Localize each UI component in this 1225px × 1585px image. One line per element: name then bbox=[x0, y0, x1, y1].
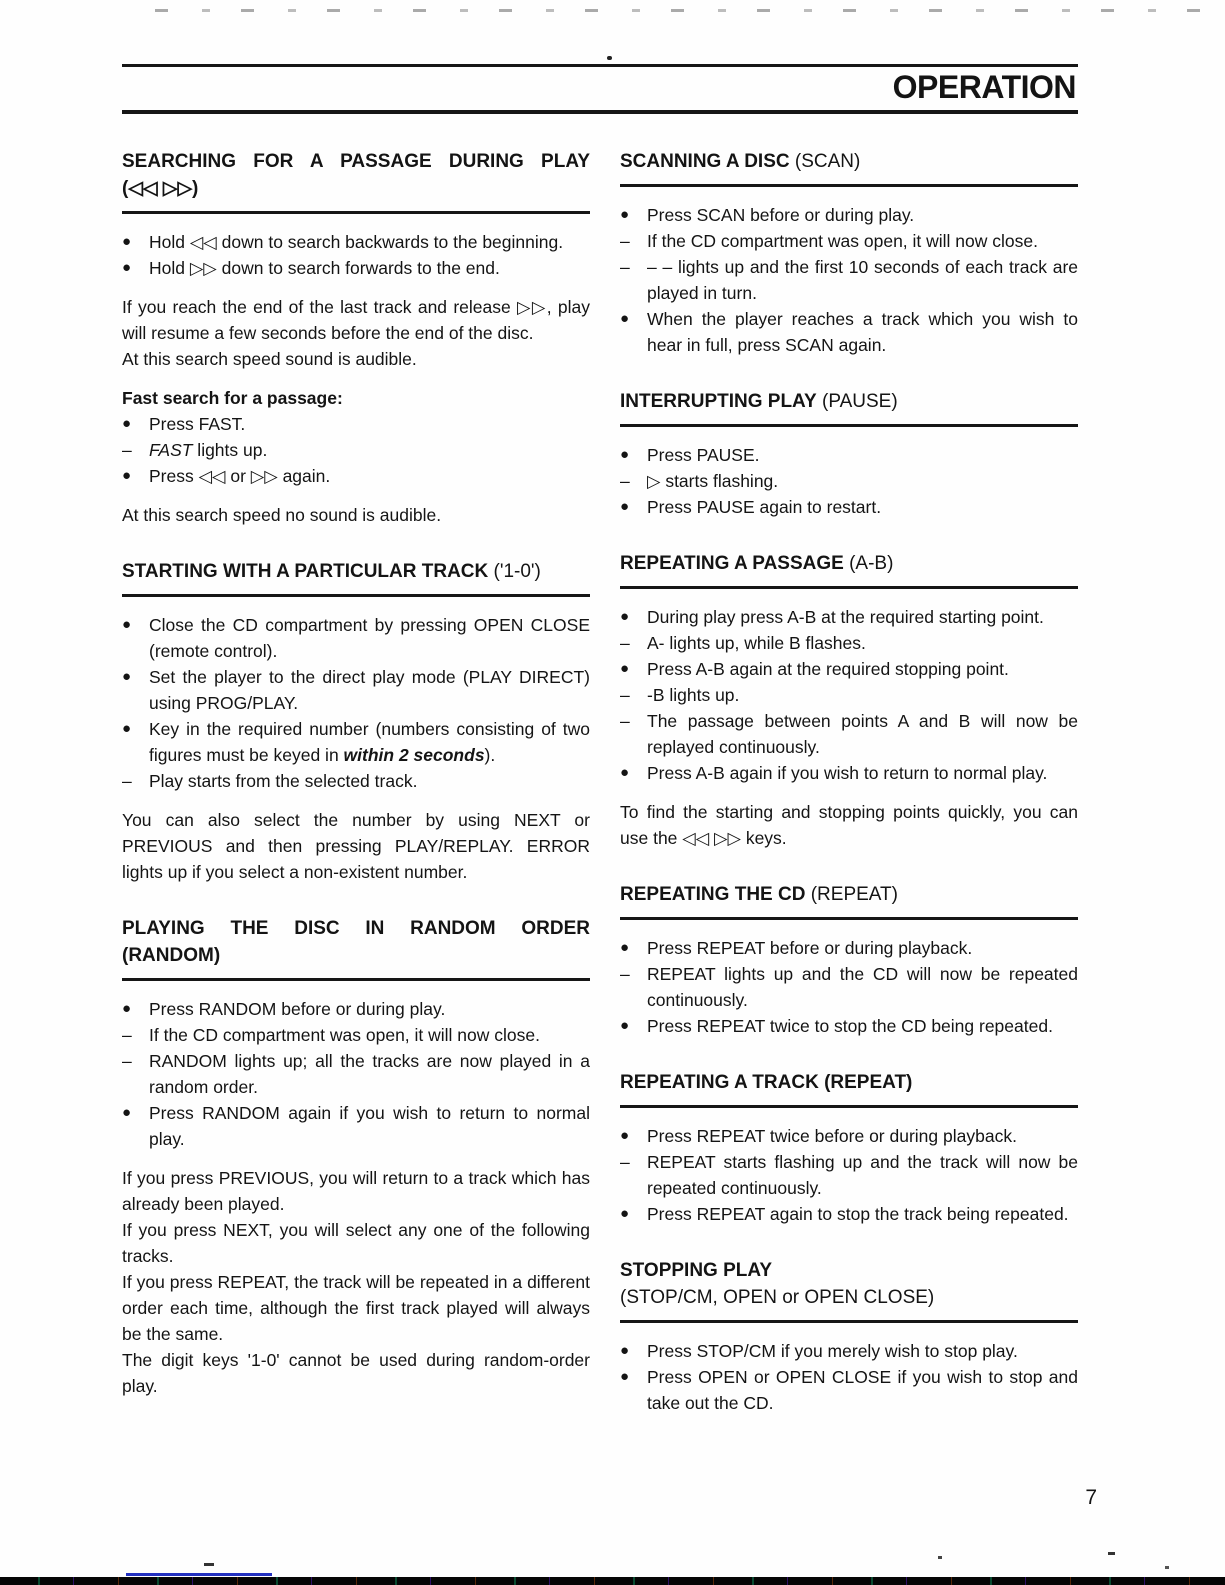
bullet-icon: ● bbox=[620, 1368, 630, 1385]
item-text: REPEAT starts flashing up and the track will now be repeated continuously. bbox=[647, 1152, 1078, 1198]
item-text: – – lights up and the first 10 seconds of each track are played in turn. bbox=[647, 257, 1078, 303]
list-item bbox=[122, 1100, 590, 1152]
bullet-icon: ● bbox=[122, 415, 132, 432]
page-content bbox=[122, 64, 1078, 1416]
list-item bbox=[122, 229, 590, 255]
bullet-icon: ● bbox=[122, 1104, 132, 1121]
section-heading-paren: (SCAN) bbox=[794, 151, 861, 172]
list-item bbox=[620, 656, 1078, 682]
bullet-icon: ● bbox=[620, 608, 630, 625]
bullet-icon: ● bbox=[122, 233, 132, 250]
section-heading-paren: ('1-0') bbox=[493, 561, 541, 582]
item-text-part: lights up. bbox=[192, 440, 268, 460]
list-item bbox=[620, 306, 1078, 358]
dash-icon: – bbox=[620, 964, 630, 984]
list-item bbox=[620, 1149, 1078, 1201]
item-text: Hold ▷▷ down to search forwards to the end. bbox=[149, 258, 500, 278]
list-item bbox=[620, 1338, 1078, 1364]
item-text bbox=[149, 716, 590, 768]
item-text: Set the player to the direct play mode (PLAY DIRECT) using PROG/PLAY. bbox=[149, 667, 590, 713]
section-particular-track bbox=[122, 558, 590, 885]
dash-icon: – bbox=[620, 257, 630, 277]
item-text: Hold ◁◁ down to search backwards to the beginning. bbox=[149, 232, 564, 252]
item-text: If the CD compartment was open, it will now close. bbox=[647, 231, 1038, 251]
bullet-icon: ● bbox=[620, 939, 630, 956]
bullet-icon: ● bbox=[122, 720, 132, 737]
dash-icon: – bbox=[122, 1025, 132, 1045]
list-item bbox=[620, 254, 1078, 306]
bullet-icon: ● bbox=[620, 660, 630, 677]
item-text-part: ). bbox=[484, 745, 496, 765]
section-scanning-disc bbox=[620, 148, 1078, 358]
list-item bbox=[620, 1013, 1078, 1039]
item-text: Press RANDOM again if you wish to return to normal play. bbox=[149, 1103, 590, 1149]
paragraph: If you press NEXT, you will select any one of the following tracks. bbox=[122, 1220, 590, 1266]
bullet-icon: ● bbox=[620, 1017, 630, 1034]
scan-noise-bottom-band bbox=[0, 1577, 1225, 1585]
item-text-part: Key in the required number (numbers consisting of two figures must be keyed in bbox=[149, 719, 590, 765]
paragraph: If you press PREVIOUS, you will return to a track which has already been played. bbox=[122, 1168, 590, 1214]
item-text: Close the CD compartment by pressing OPEN CLOSE (remote control). bbox=[149, 615, 590, 661]
section-stopping-play bbox=[620, 1257, 1078, 1416]
bullet-icon: ● bbox=[122, 668, 132, 685]
list-item bbox=[122, 411, 590, 437]
list-item bbox=[620, 708, 1078, 760]
item-text: REPEAT lights up and the CD will now be repeated continuously. bbox=[647, 964, 1078, 1010]
subheading: Fast search for a passage: bbox=[122, 388, 343, 408]
section-heading-main: REPEATING A TRACK bbox=[620, 1072, 819, 1093]
dash-icon: – bbox=[122, 440, 132, 460]
list-item bbox=[620, 935, 1078, 961]
paragraph: To find the starting and stopping points quickly, you can use the ◁◁ ▷▷ keys. bbox=[620, 802, 1078, 848]
paragraph: If you reach the end of the last track and release ▷▷, play will resume a few seconds before the end of the disc. bbox=[122, 297, 590, 343]
item-text: When the player reaches a track which you wish to hear in full, press SCAN again. bbox=[647, 309, 1078, 355]
paragraph: You can also select the number by using NEXT or PREVIOUS and then pressing PLAY/REPLAY. ERROR lights up if you select a non-existent number. bbox=[122, 810, 590, 882]
item-text-italic: FAST bbox=[149, 440, 193, 460]
section-heading bbox=[620, 550, 1078, 589]
section-heading-main: SCANNING A DISC bbox=[620, 151, 790, 172]
section-heading-paren: (A-B) bbox=[849, 553, 894, 574]
section-heading-paren: (REPEAT) bbox=[810, 884, 898, 905]
item-text: ▷ starts flashing. bbox=[647, 471, 779, 491]
item-text: Press PAUSE. bbox=[647, 445, 760, 465]
item-text: Press REPEAT twice to stop the CD being repeated. bbox=[647, 1016, 1053, 1036]
section-heading bbox=[620, 148, 1078, 187]
section-heading bbox=[620, 388, 1078, 427]
item-text: If the CD compartment was open, it will now close. bbox=[149, 1025, 540, 1045]
bullet-icon: ● bbox=[122, 467, 132, 484]
section-heading-paren: (STOP/CM, OPEN or OPEN CLOSE) bbox=[620, 1287, 935, 1308]
section-searching-passage bbox=[122, 148, 590, 528]
item-text: -B lights up. bbox=[647, 685, 740, 705]
item-text: Press SCAN before or during play. bbox=[647, 205, 915, 225]
item-text: A- lights up, while B flashes. bbox=[647, 633, 866, 653]
bullet-icon: ● bbox=[620, 206, 630, 223]
section-repeating-passage bbox=[620, 550, 1078, 851]
item-text-bold-italic: within 2 seconds bbox=[343, 745, 485, 765]
bullet-icon: ● bbox=[620, 446, 630, 463]
section-heading bbox=[620, 881, 1078, 920]
dash-icon: – bbox=[620, 231, 630, 251]
dash-icon: – bbox=[620, 685, 630, 705]
left-column bbox=[122, 148, 590, 1416]
list-item bbox=[620, 228, 1078, 254]
list-item bbox=[620, 1364, 1078, 1416]
item-text: Press RANDOM before or during play. bbox=[149, 999, 446, 1019]
scan-speck bbox=[938, 1556, 942, 1559]
item-text: Press REPEAT twice before or during playback. bbox=[647, 1126, 1017, 1146]
scan-noise-blue-line bbox=[126, 1573, 272, 1576]
section-random-order bbox=[122, 915, 590, 1399]
paragraph: At this search speed sound is audible. bbox=[122, 349, 417, 369]
bullet-icon: ● bbox=[620, 310, 630, 327]
section-repeating-cd bbox=[620, 881, 1078, 1039]
dash-icon: – bbox=[620, 1152, 630, 1172]
item-text: Press OPEN or OPEN CLOSE if you wish to stop and take out the CD. bbox=[647, 1367, 1078, 1413]
section-heading-main: REPEATING THE CD bbox=[620, 884, 806, 905]
item-text: Play starts from the selected track. bbox=[149, 771, 418, 791]
item-text: Press PAUSE again to restart. bbox=[647, 497, 882, 517]
list-item bbox=[620, 1123, 1078, 1149]
bullet-icon: ● bbox=[620, 1205, 630, 1222]
bullet-icon: ● bbox=[620, 1127, 630, 1144]
section-heading-main: PLAYING THE DISC IN RANDOM ORDER bbox=[122, 918, 590, 939]
list-item bbox=[620, 468, 1078, 494]
section-heading-paren: (PAUSE) bbox=[822, 391, 898, 412]
bullet-icon: ● bbox=[122, 259, 132, 276]
bullet-icon: ● bbox=[620, 498, 630, 515]
list-item bbox=[620, 630, 1078, 656]
dash-icon: – bbox=[620, 711, 630, 731]
scan-speck bbox=[204, 1563, 214, 1566]
scan-speck bbox=[1165, 1566, 1169, 1569]
two-column-body bbox=[122, 148, 1078, 1416]
bullet-icon: ● bbox=[620, 1342, 630, 1359]
paragraph: If you press REPEAT, the track will be repeated in a different order each time, although the first track played will always be the same. bbox=[122, 1272, 590, 1344]
item-text: During play press A-B at the required starting point. bbox=[647, 607, 1044, 627]
list-item bbox=[122, 463, 590, 489]
item-text bbox=[149, 437, 590, 463]
list-item bbox=[122, 768, 590, 794]
list-item bbox=[122, 716, 590, 768]
section-heading-paren: (REPEAT) bbox=[824, 1072, 913, 1093]
section-heading-main: SEARCHING FOR A PASSAGE DURING PLAY bbox=[122, 151, 590, 172]
section-heading bbox=[122, 558, 590, 597]
item-text: RANDOM lights up; all the tracks are now played in a random order. bbox=[149, 1051, 590, 1097]
right-column bbox=[620, 148, 1078, 1416]
section-heading bbox=[122, 915, 590, 981]
item-text: Press STOP/CM if you merely wish to stop play. bbox=[647, 1341, 1018, 1361]
bullet-icon: ● bbox=[620, 764, 630, 781]
scan-noise-top bbox=[155, 9, 1210, 12]
list-item bbox=[620, 760, 1078, 786]
section-heading-main: STARTING WITH A PARTICULAR TRACK bbox=[122, 561, 489, 582]
list-item bbox=[620, 682, 1078, 708]
section-heading bbox=[620, 1069, 1078, 1108]
bullet-icon: ● bbox=[122, 616, 132, 633]
section-heading-main: REPEATING A PASSAGE bbox=[620, 553, 844, 574]
section-heading-main: INTERRUPTING PLAY bbox=[620, 391, 817, 412]
item-text: Press REPEAT again to stop the track being repeated. bbox=[647, 1204, 1069, 1224]
paragraph: The digit keys '1-0' cannot be used during random-order play. bbox=[122, 1350, 590, 1396]
list-item bbox=[620, 202, 1078, 228]
section-heading-paren: (RANDOM) bbox=[122, 945, 221, 966]
list-item bbox=[122, 1048, 590, 1100]
paragraph: At this search speed no sound is audible. bbox=[122, 505, 442, 525]
list-item bbox=[122, 612, 590, 664]
list-item bbox=[122, 996, 590, 1022]
page-title: OPERATION bbox=[892, 69, 1076, 105]
list-item bbox=[122, 1022, 590, 1048]
list-item bbox=[122, 664, 590, 716]
list-item bbox=[620, 442, 1078, 468]
section-heading bbox=[122, 148, 590, 214]
section-interrupting-play bbox=[620, 388, 1078, 520]
page-header bbox=[122, 64, 1078, 114]
item-text: Press A-B again at the required stopping point. bbox=[647, 659, 1009, 679]
scan-speck bbox=[607, 56, 612, 60]
bullet-icon: ● bbox=[122, 1000, 132, 1017]
list-item bbox=[122, 437, 590, 463]
dash-icon: – bbox=[620, 471, 630, 491]
item-text: Press FAST. bbox=[149, 414, 246, 434]
dash-icon: – bbox=[122, 771, 132, 791]
item-text: Press A-B again if you wish to return to normal play. bbox=[647, 763, 1048, 783]
page-number: 7 bbox=[1085, 1486, 1097, 1509]
section-repeating-track bbox=[620, 1069, 1078, 1227]
section-heading-main: STOPPING PLAY bbox=[620, 1260, 773, 1281]
dash-icon: – bbox=[122, 1051, 132, 1071]
section-heading-paren: (◁◁ ▷▷) bbox=[122, 178, 199, 199]
list-item bbox=[620, 494, 1078, 520]
list-item bbox=[620, 961, 1078, 1013]
section-heading bbox=[620, 1257, 1078, 1323]
item-text: Press ◁◁ or ▷▷ again. bbox=[149, 466, 331, 486]
scan-speck bbox=[1108, 1552, 1115, 1555]
dash-icon: – bbox=[620, 633, 630, 653]
list-item bbox=[620, 1201, 1078, 1227]
item-text: The passage between points A and B will now be replayed continuously. bbox=[647, 711, 1078, 757]
list-item bbox=[122, 255, 590, 281]
list-item bbox=[620, 604, 1078, 630]
item-text: Press REPEAT before or during playback. bbox=[647, 938, 973, 958]
